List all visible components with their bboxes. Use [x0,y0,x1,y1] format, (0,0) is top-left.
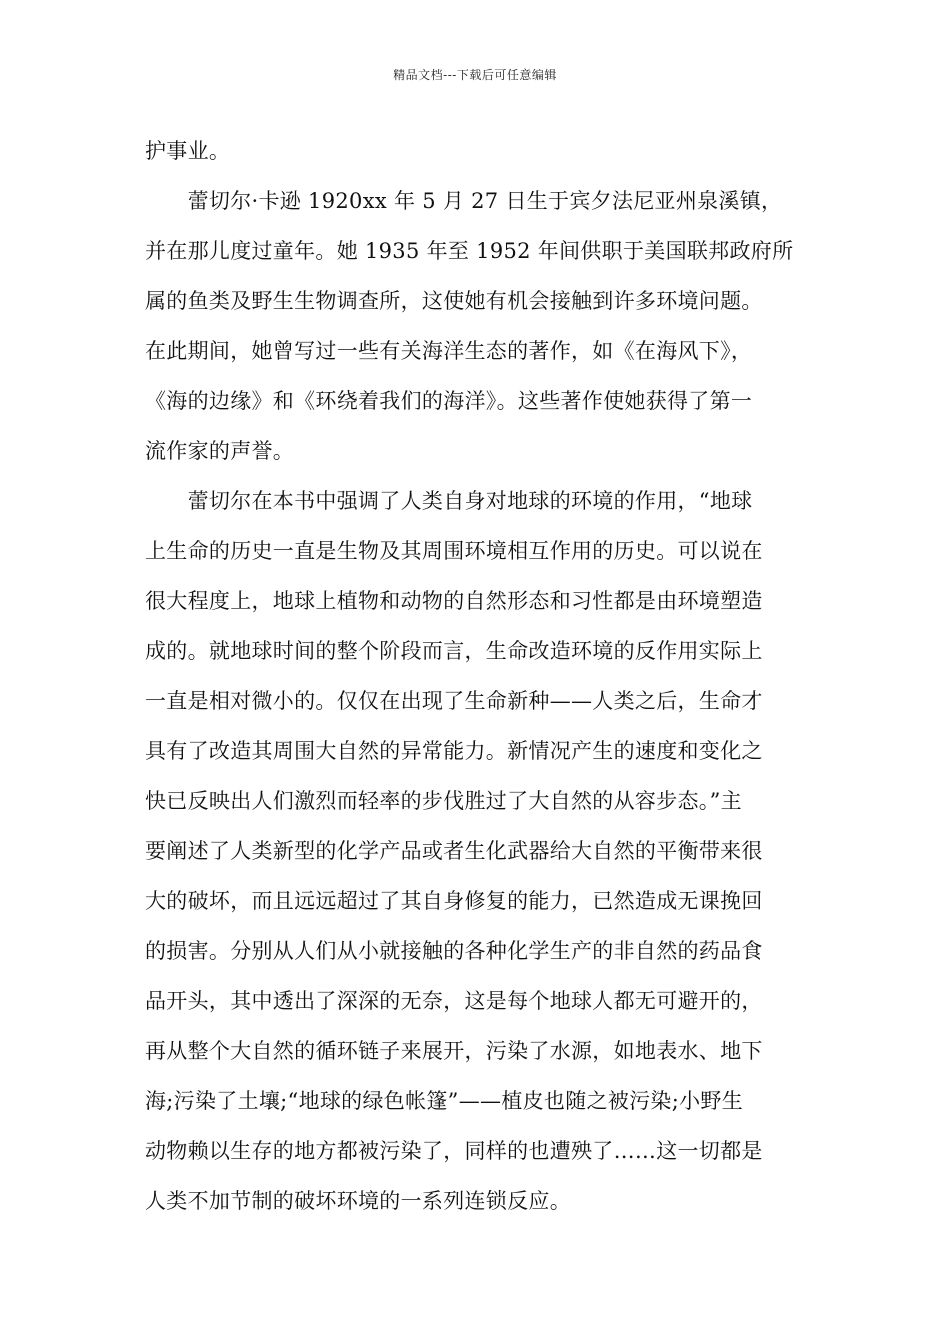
text-line: 快已反映出人们激烈而轻率的步伐胜过了大自然的从容步态。”主 [145,789,742,813]
text-line: 的损害。分别从人们从小就接触的各种化学生产的非自然的药品食 [145,939,763,963]
text-line: 具有了改造其周围大自然的异常能力。新情况产生的速度和变化之 [145,739,763,763]
text-line: 并在那儿度过童年。她 1935 年至 1952 年间供职于美国联邦政府所 [145,239,794,263]
text-line: 流作家的声誉。 [145,439,295,463]
page-header: 精品文档---下载后可任意编辑 [393,68,557,82]
text-line: 动物赖以生存的地方都被污染了，同样的也遭殃了……这一切都是 [145,1139,763,1163]
text-line: 蕾切尔在本书中强调了人类自身对地球的环境的作用，“地球 [145,489,753,513]
text-line: 一直是相对微小的。仅仅在出现了生命新种——人类之后，生命才 [145,689,763,713]
text-line: 蕾切尔·卡逊 1920xx 年 5 月 27 日生于宾夕法尼亚州泉溪镇， [145,189,783,213]
text-line: 上生命的历史一直是生物及其周围环境相互作用的历史。可以说在 [145,539,763,563]
text-line: 海;污染了土壤;“地球的绿色帐篷”——植皮也随之被污染;小野生 [145,1089,743,1113]
text-line: 要阐述了人类新型的化学产品或者生化武器给大自然的平衡带来很 [145,839,763,863]
text-line: 很大程度上，地球上植物和动物的自然形态和习性都是由环境塑造 [145,589,763,613]
text-line: 大的破坏，而且远远超过了其自身修复的能力，已然造成无课挽回 [145,889,763,913]
text-line: 护事业。 [145,139,231,163]
document-body [145,131,810,1231]
text-line: 成的。就地球时间的整个阶段而言，生命改造环境的反作用实际上 [145,639,763,663]
text-line: 在此期间，她曾写过一些有关海洋生态的著作，如《在海风下》， [145,339,753,363]
text-line: 人类不加节制的破坏环境的一系列连锁反应。 [145,1189,571,1213]
text-line: 属的鱼类及野生生物调查所，这使她有机会接触到许多环境问题。 [145,289,763,313]
text-line: 《海的边缘》和《环绕着我们的海洋》。这些著作使她获得了第一 [145,389,753,413]
text-line: 品开头，其中透出了深深的无奈，这是每个地球人都无可避开的， [145,989,763,1013]
text-line: 再从整个大自然的循环链子来展开，污染了水源，如地表水、地下 [145,1039,763,1063]
